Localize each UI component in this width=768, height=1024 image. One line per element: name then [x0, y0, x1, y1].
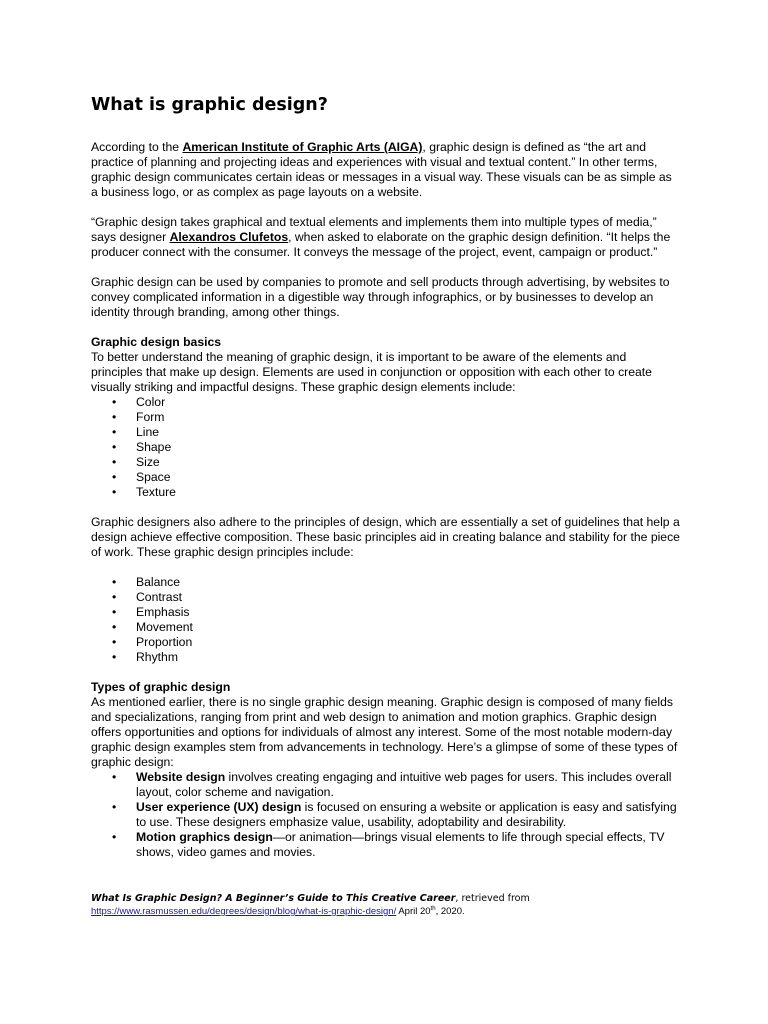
list-item: • Proportion: [136, 635, 681, 650]
list-item: • Line: [136, 425, 681, 440]
type-term: User experience (UX) design: [136, 800, 302, 814]
list-item: • Texture: [136, 485, 681, 500]
list-item: • Form: [136, 410, 681, 425]
list-item: • Balance: [136, 575, 681, 590]
type-term: Website design: [136, 770, 226, 784]
intro-p2-text-a: “Graphic design takes graphical and textual elements and implements them into multiple types of media,” says designer: [91, 215, 657, 244]
principles-list: [91, 575, 681, 665]
citation-retrieved: , retrieved from: [455, 893, 530, 904]
list-item: • Space: [136, 470, 681, 485]
intro-paragraph-2: [91, 215, 681, 260]
citation-date-a: April 20: [396, 906, 431, 917]
page-title: What is graphic design?: [91, 95, 328, 115]
citation: [91, 892, 691, 918]
types-heading: Types of graphic design: [91, 680, 231, 694]
document-body: [91, 94, 681, 860]
intro-p2-text-b: , when asked to elaborate on the graphic design definition. “It helps the producer connect with the consumer. It conveys the message of the project, event, campaign or product.”: [91, 230, 671, 259]
elements-list: [91, 395, 681, 500]
type-term: Motion graphics design: [136, 830, 273, 844]
list-item: • Emphasis: [136, 605, 681, 620]
citation-date-b: , 2020.: [435, 906, 465, 917]
list-item: [136, 800, 681, 830]
intro-p1-text-b: , graphic design is defined as “the art and practice of planning and projecting ideas and experiences with visual and textual content.” In other terms, graphic design communicates certain ideas or messages in a visual way. These visuals can be as simple as a business logo, or as complex as page layouts on a website.: [91, 140, 672, 199]
list-item: • Shape: [136, 440, 681, 455]
list-item: [136, 770, 681, 800]
intro-p1-text-a: According to the: [91, 140, 183, 154]
basics-heading: Graphic design basics: [91, 335, 222, 349]
types-list: [91, 770, 681, 860]
citation-title: What Is Graphic Design? A Beginner’s Guide to This Creative Career: [91, 893, 456, 904]
list-item: • Color: [136, 395, 681, 410]
intro-paragraph-3: Graphic design can be used by companies to promote and sell products through advertising, by websites to convey complicated information in a digestible way through infographics, or by businesses to develop an identity through branding, among other things.: [91, 275, 670, 319]
list-item: [136, 830, 681, 860]
citation-url-link[interactable]: https://www.rasmussen.edu/degrees/design/blog/what-is-graphic-design/: [91, 906, 397, 917]
list-item: • Size: [136, 455, 681, 470]
aiga-link[interactable]: American Institute of Graphic Arts (AIGA): [182, 140, 423, 154]
designer-link[interactable]: Alexandros Clufetos: [169, 230, 289, 244]
principles-paragraph: Graphic designers also adhere to the principles of design, which are essentially a set of guidelines that help a design achieve effective composition. These basic principles aid in creating balance and stability for the piece of work. These graphic design principles include:: [91, 515, 680, 559]
citation-date-sup: th: [430, 905, 436, 912]
type-desc: involves creating engaging and intuitive web pages for users. This includes overall layout, color scheme and navigation.: [136, 770, 672, 799]
basics-paragraph: To better understand the meaning of graphic design, it is important to be aware of the elements and principles that make up design. Elements are used in conjunction or opposition with each other to create visually striking and impactful designs. These graphic design elements include:: [91, 350, 652, 394]
types-paragraph: As mentioned earlier, there is no single graphic design meaning. Graphic design is composed of many fields and specializations, ranging from print and web design to animation and motion graphics. Graphic design offers opportunities and options for individuals of almost any interest. Some of the most notable modern-day graphic design examples stem from advancements in technology. Here’s a glimpse of some of these types of graphic design:: [91, 695, 678, 769]
type-desc: is focused on ensuring a website or application is easy and satisfying to use. These designers emphasize value, usability, adoptability and desirability.: [136, 800, 677, 829]
type-desc: —or animation—brings visual elements to life through special effects, TV shows, video games and movies.: [136, 830, 665, 859]
list-item: • Rhythm: [136, 650, 681, 665]
intro-paragraph-1: [91, 140, 681, 200]
list-item: • Contrast: [136, 590, 681, 605]
list-item: • Movement: [136, 620, 681, 635]
